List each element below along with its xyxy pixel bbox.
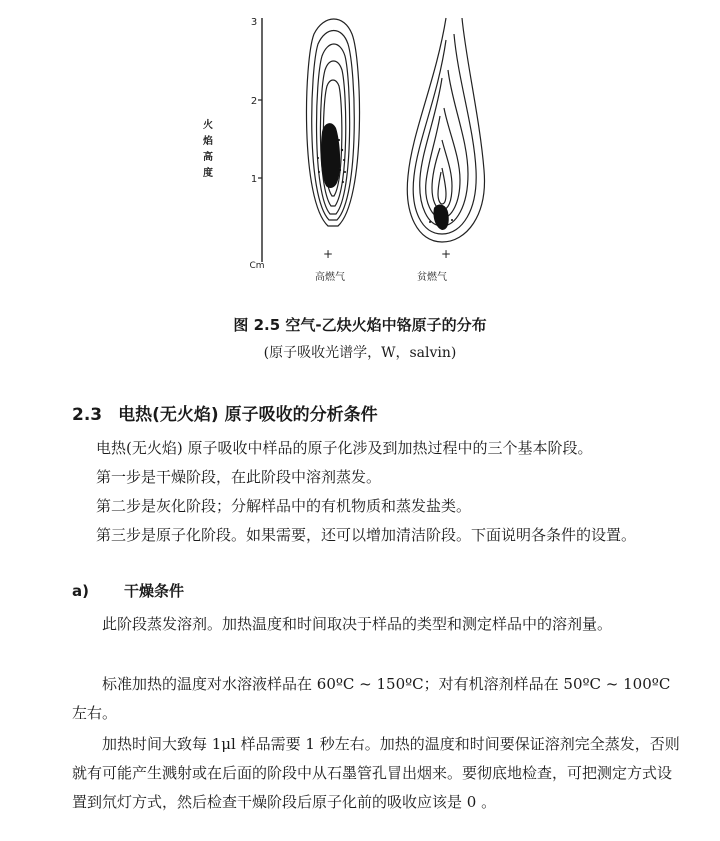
y-axis-label-char-3: 高	[203, 152, 213, 163]
right-burner-marker: +	[440, 247, 452, 261]
right-flame-label: 贫燃气	[417, 272, 447, 283]
y-axis-label-char-1: 火	[203, 120, 213, 131]
subsection-title: 干燥条件	[124, 582, 185, 600]
paragraph-step-1: 第一步是干燥阶段，在此阶段中溶剂蒸发。	[96, 468, 382, 486]
subsection-label: a)	[72, 582, 89, 600]
y-tick-label-3: 3	[250, 17, 258, 28]
y-tick-label-2: 2	[250, 96, 258, 107]
subsection-heading	[72, 580, 184, 601]
paragraph-step-2: 第二步是灰化阶段；分解样品中的有机物质和蒸发盐类。	[96, 497, 472, 515]
section-heading	[72, 400, 378, 425]
figure-caption-title: 图 2.5 空气-乙炔火焰中铬原子的分布	[233, 316, 487, 334]
left-burner-marker: +	[322, 247, 334, 261]
figure-caption-subtitle: (原子吸收光谱学，W，salvin)	[263, 345, 457, 361]
right-flame-dense-core	[429, 205, 453, 230]
paragraph-step-3: 第三步是原子化阶段。如果需要，还可以增加清洁阶段。下面说明各条件的设置。	[96, 526, 637, 544]
flame-distribution-figure	[0, 0, 720, 300]
flame-figure-svg	[0, 0, 720, 300]
y-axis-label-char-4: 度	[203, 168, 213, 179]
paragraph-drying-time: 加热时间大致每 1μl 样品需要 1 秒左右。加热的温度和时间要保证溶剂完全蒸发，否则就有可能产生溅射或在后面的阶段中从石墨管孔冒出烟来。要彻底地检查，可把测定方式设置到氘灯方式，然后检查干燥阶段后原子化前的吸收应该是 0 。	[72, 735, 680, 811]
section-number: 2.3	[72, 405, 103, 425]
left-flame-contours	[306, 19, 359, 226]
y-axis-unit: Cm	[249, 261, 265, 271]
paragraph-drying-1: 此阶段蒸发溶剂。加热温度和时间取决于样品的类型和测定样品中的溶剂量。	[102, 615, 613, 633]
paragraph-drying-temperature: 标准加热的温度对水溶液样品在 60ºC ~ 150ºC；对有机溶剂样品在 50ºC ~ 100ºC 左右。	[72, 675, 671, 722]
paragraph-intro: 电热(无火焰) 原子吸收中样品的原子化涉及到加热过程中的三个基本阶段。	[96, 439, 593, 457]
y-axis-label-char-2: 焰	[203, 136, 213, 147]
y-tick-label-1: 1	[250, 174, 258, 185]
section-title-text: 电热(无火焰) 原子吸收的分析条件	[118, 405, 378, 425]
left-flame-label: 高燃气	[315, 272, 345, 283]
